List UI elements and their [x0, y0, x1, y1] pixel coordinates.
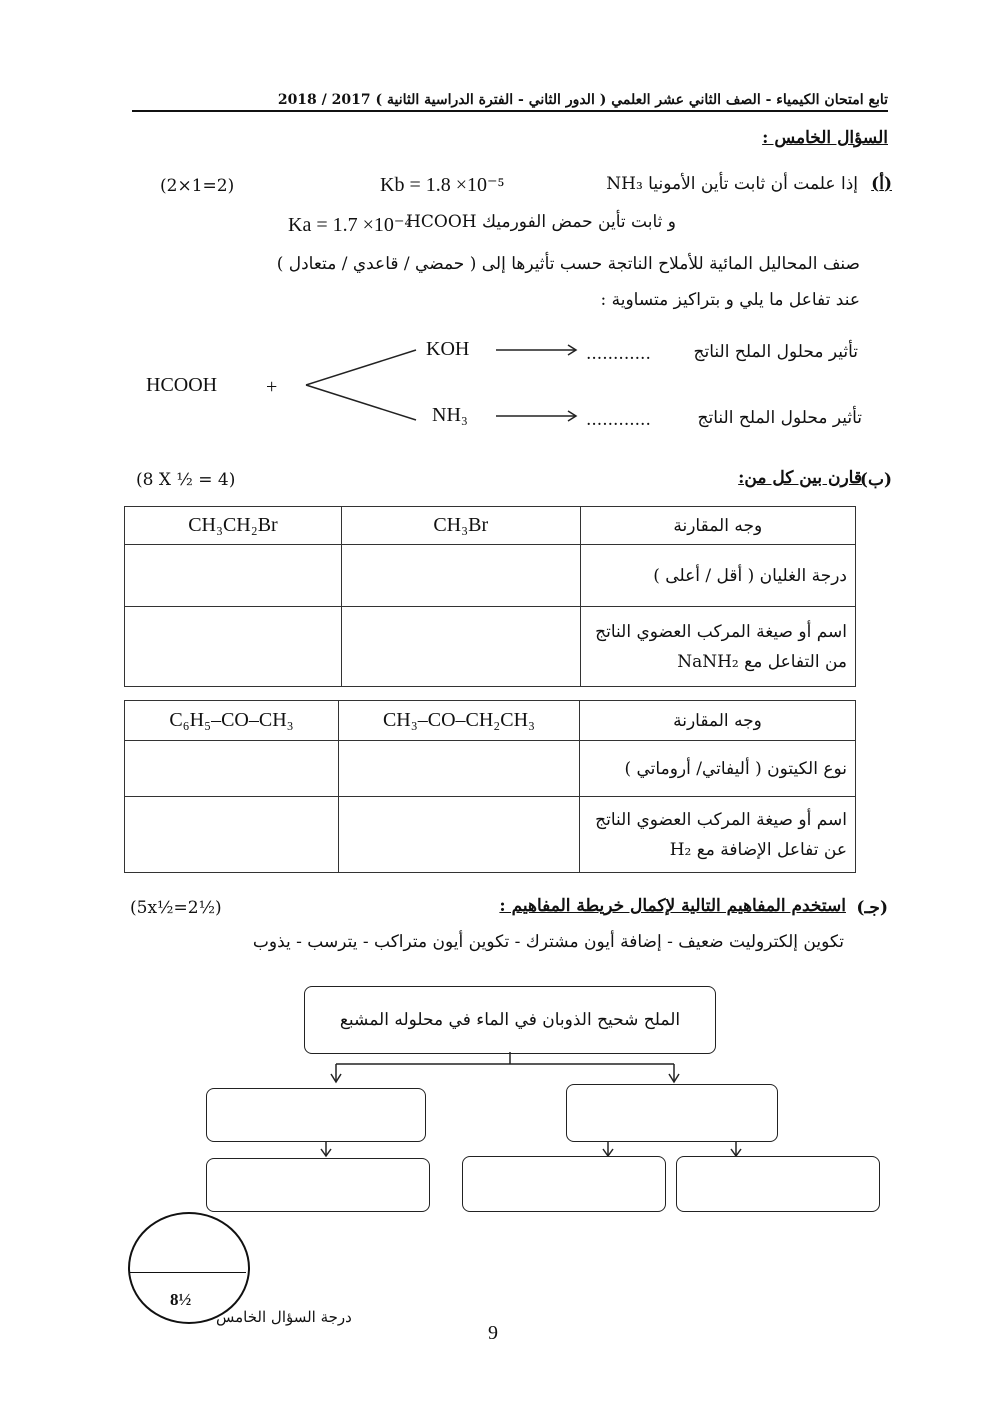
part-a-label: (أ) — [871, 174, 892, 194]
part-a-instruction: صنف المحاليل المائية للأملاح الناتجة حسب تأثيرها إلى ( حمضي / قاعدي / متعادل ) — [276, 254, 860, 274]
effect-label-1: تأثير محلول الملح الناتج — [693, 342, 858, 362]
table2-col-aspect: وجه المقارنة — [580, 701, 856, 741]
effect-label-2: تأثير محلول الملح الناتج — [697, 408, 862, 428]
ka-value: Ka = 1.7 ×10⁻⁴ — [288, 214, 412, 236]
part-a-marks: (2×1=2) — [160, 176, 235, 196]
table2-answer-cell[interactable] — [338, 741, 579, 797]
score-caption: درجة السؤال الخامس — [216, 1308, 352, 1326]
table1-answer-cell[interactable] — [341, 607, 580, 687]
table2-answer-cell[interactable] — [125, 797, 339, 873]
concept-box-left[interactable] — [206, 1088, 426, 1142]
answer-dots-1: ............ — [586, 344, 651, 364]
comparison-table-1 — [124, 506, 856, 687]
part-b-marks: (8 X ½ = 4) — [136, 470, 236, 490]
page-number: 9 — [488, 1322, 498, 1344]
table2-answer-cell[interactable] — [338, 797, 579, 873]
concept-root-box — [304, 986, 716, 1054]
reactant-hcooh: HCOOH — [146, 374, 218, 396]
table1-col-ch3ch2br: CH₃CH₂Br — [125, 507, 342, 545]
table1-answer-cell[interactable] — [125, 607, 342, 687]
part-c-marks: (5x½=2½) — [130, 898, 222, 918]
comparison-table-2 — [124, 700, 856, 873]
exam-header: تابع امتحان الكيمياء - الصف الثاني عشر العلمي ( الدور الثاني - الفترة الدراسية الثانية ) 2017 / 2018 — [132, 92, 888, 112]
ka-statement: و ثابت تأين حمض الفورميك HCOOH — [406, 212, 676, 232]
table1-col-aspect: وجه المقارنة — [580, 507, 855, 545]
concept-box-left-child[interactable] — [206, 1158, 430, 1212]
table2-row-ketone-type: نوع الكيتون ( أليفاتي/ أروماتي ) — [580, 741, 856, 797]
table1-row-boiling-point: درجة الغليان ( أقل / أعلى ) — [580, 545, 855, 607]
score-divider — [130, 1272, 246, 1273]
table2-col-acetophenone: C₆H₅–CO–CH₃ — [125, 701, 339, 741]
question-title: السؤال الخامس : — [762, 128, 888, 148]
concept-list: تكوين إلكتروليت ضعيف - إضافة أيون مشترك - تكوين أيون متراكب - يترسب - يذوب — [252, 932, 844, 952]
table1-answer-cell[interactable] — [341, 545, 580, 607]
concept-root-text: الملح شحيح الذوبان في الماء في محلوله المشبع — [339, 1010, 681, 1030]
plus-sign: + — [266, 376, 278, 398]
kb-statement: إذا علمت أن ثابت تأين الأمونيا NH₃ — [606, 174, 858, 194]
score-value: 8½ — [170, 1290, 192, 1309]
part-b-title: قارن بين كل من: — [738, 468, 862, 488]
table1-answer-cell[interactable] — [125, 545, 342, 607]
concept-box-right[interactable] — [566, 1084, 778, 1142]
table1-col-ch3br: CH₃Br — [341, 507, 580, 545]
concept-box-right-child-2[interactable] — [676, 1156, 880, 1212]
concept-box-right-child-1[interactable] — [462, 1156, 666, 1212]
table2-col-butanone: CH₃–CO–CH₂CH₃ — [338, 701, 579, 741]
kb-value: Kb = 1.8 ×10⁻⁵ — [380, 174, 505, 196]
part-b-label: (ب) — [859, 470, 892, 490]
part-c-title: استخدم المفاهيم التالية لإكمال خريطة المفاهيم : — [499, 896, 846, 916]
base-koh: KOH — [426, 338, 470, 360]
part-a-instruction-2: عند تفاعل ما يلي و بتراكيز متساوية : — [600, 290, 860, 310]
base-nh3: NH₃ — [432, 404, 468, 426]
part-c-label: (جـ) — [856, 898, 888, 918]
table2-row-h2-product: اسم أو صيغة المركب العضوي الناتج عن تفاعل الإضافة مع H₂ — [580, 797, 856, 873]
answer-dots-2: ............ — [586, 410, 651, 430]
table2-answer-cell[interactable] — [125, 741, 339, 797]
table1-row-nanh2-product: اسم أو صيغة المركب العضوي الناتج من التفاعل مع NaNH₂ — [580, 607, 855, 687]
